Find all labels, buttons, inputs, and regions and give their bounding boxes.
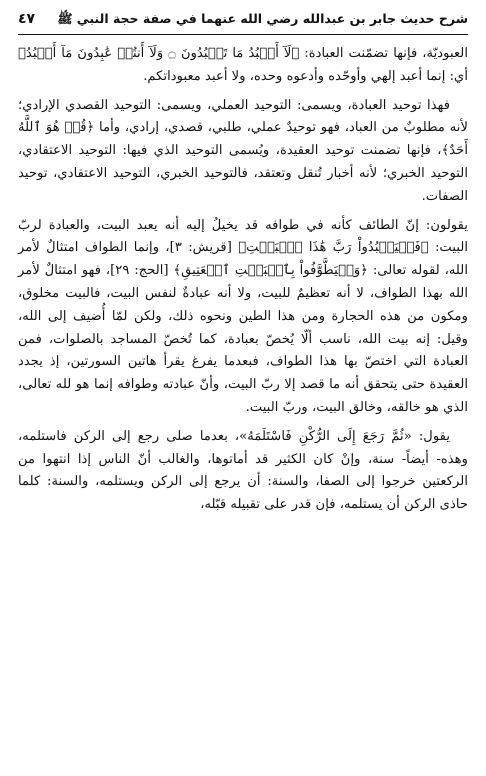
paragraph-4: يقول: «ثُمَّ رَجَعَ إِلَى الرُّكْنِ فَاسْتَلَمَهُ»، بعدما صلى رجع إلى الركن فاستلمه، وهذه- أيضاً- سنة، وإنْ كان الكثير قد أماتوها، والغالب أنّ الناس إذا انتهوا من الركعتين خرجوا إلى الصفا، والسنة: أن يرجع إلى الركن ويستلمه، والسنة: كلما حاذى الركن أن يستلمه، فإن قدر على تقبيله قبّله، — [18, 428, 468, 513]
page-number: ٤٧ — [18, 11, 36, 27]
paragraph-1: العبوديّة، فإنها تضمّنت العبادة: ﴿لَآ أَعۡبُدُ مَا تَعۡبُدُونَ ۝ وَلَآ أَنتُمۡ عَٰبِدُونَ مَآ أَعۡبُدُ﴾ أي: إنما أعبد إلهي وأوحّده وأدعوه وحده، ولا أعبد معبوداتكم. — [18, 46, 468, 84]
paragraph-2: فهذا توحيد العبادة، ويسمى: التوحيد العملي، ويسمى: التوحيد القصدي الإرادي؛ لأنه مطلوبٌ من العباد، فهو توحيدٌ عملي، طلبي، قصدي، إرادي، وأما ﴿قُلۡ هُوَ ٱللَّهُ أَحَدٌ﴾، فإنها تضمنت توحيد العقيدة، ويُسمى التوحيد الذي فيها: التوحيد الاعتقادي، التوحيد الخبري؛ لأنه أخبار تُنقل وتعتقد، فالتوحيد الخبري، التوحيد الاعتقادي، توحيد الصفات. — [18, 97, 468, 204]
page-header — [18, 8, 468, 30]
paragraph-3: يقولون: إنّ الطائف كأنه في طوافه قد يخيلُ إليه أنه يعبد البيت، والعبادة لربّ البيت: ﴿فَلۡيَعۡبُدُواْ رَبَّ هَٰذَا ٱلۡبَيۡتِ﴾ [قريش: ٣]، وإنما الطواف امتثالٌ لأمر الله، لقوله تعالى: ﴿وَلۡيَطَّوَّفُواْ بِٱلۡبَيۡتِ ٱلۡعَتِيقِ﴾ [الحج: ٢٩]، فهو امتثالٌ لأمر الله بهذا الطواف، لا أنه تعظيمٌ للبيت، ولا أنه عبادةٌ لنفس البيت، فالبيت مخلوق، ومكون من هذه الحجارة ومن هذا الطين ونحوه ذلك، ولكن لمّا أُضيف إلى الله، وقيل: إنه بيت الله، ناسب ألّا يُخصّ بعبادة، كما تُخصّ المساجد بالصلوات، فمن العبادة التي اختصّ بها هذا الطواف، فبعدما يفرغ يقرأ هاتين السورتين، إذ يجدد العقيدة حتى يتحقق أنه ما قصد إلا ربّ البيت، وأنّ عبادته وطوافه إنما هو لله تعالى، الذي هو خالقه، وخالق البيت، وربّ البيت. — [18, 217, 469, 415]
header-rule — [18, 34, 468, 35]
body-text — [18, 43, 468, 517]
running-title: شرح حديث جابر بن عبدالله رضي الله عنهما في صفة حجة النبي ﷺ — [57, 11, 468, 26]
